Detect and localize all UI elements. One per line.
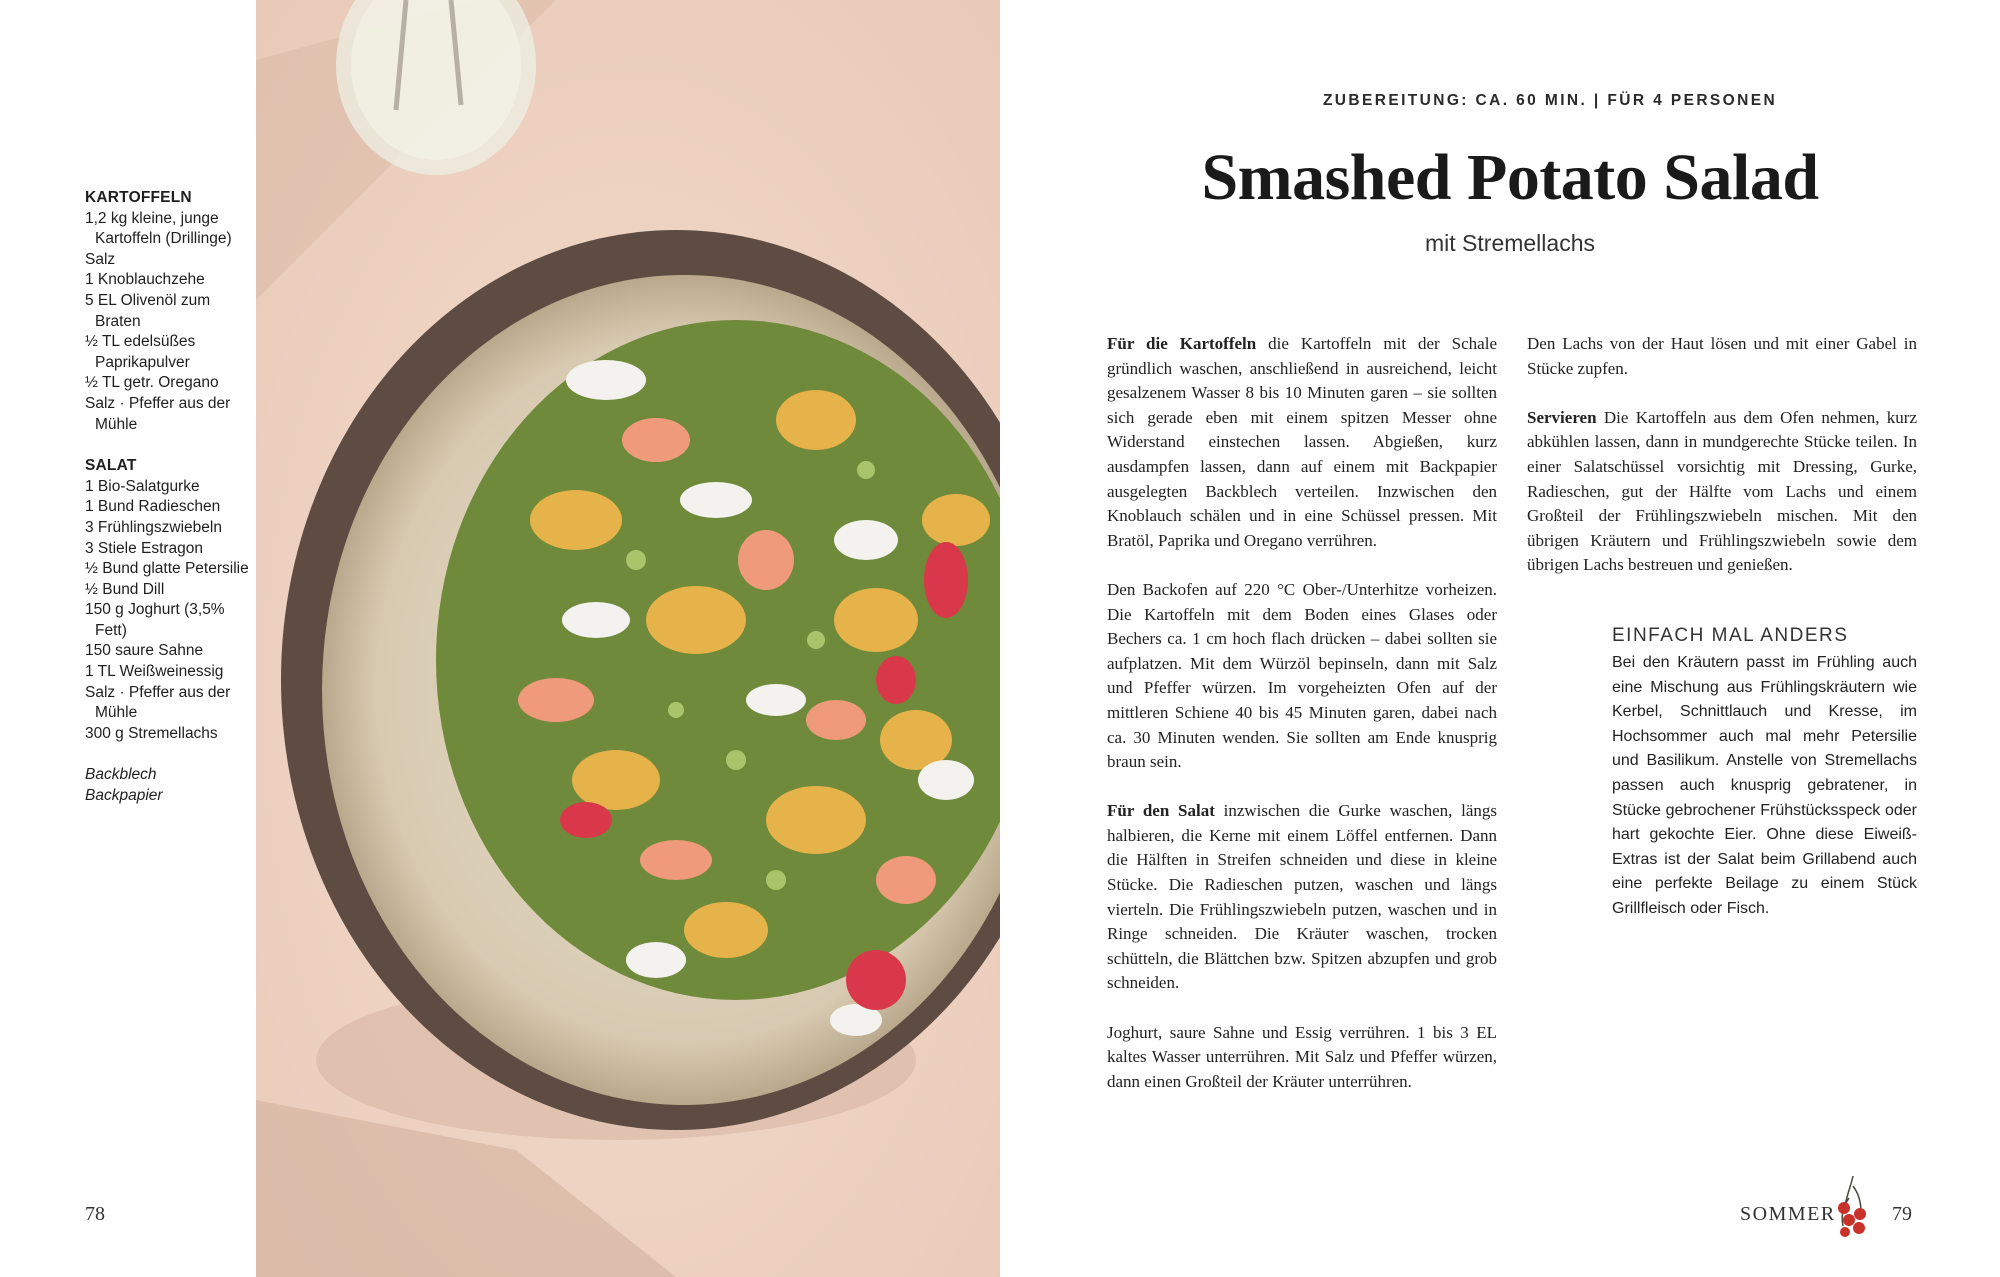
- ingredient-section-potatoes: [85, 188, 255, 435]
- paragraph-lead: Für den Salat: [1107, 801, 1215, 821]
- page-number-left: 78: [85, 1203, 105, 1225]
- ingredient-item: 3 Frühlingszwiebeln: [85, 518, 222, 536]
- ingredient-item: 3 Stiele Estragon: [85, 539, 204, 557]
- paragraph-text: Den Backofen auf 220 °C Ober-/Unterhitze vorheizen. Die Kartoffeln mit dem Boden eines Glases oder Bechers ca. 1 cm hoch flach drücken – dabei sollten sie aufplatzen. Mit dem Würzöl bepinseln, dann mit Salz und Pfeffer würzen. Im vorgeheizten Ofen auf der mittleren Schiene 40 bis 45 Minuten garen, dabei nach ca. 30 Minuten wenden. Sie sollten am Ende knusprig braun sein.: [1107, 579, 1497, 772]
- ingredient-item: 5 EL Olivenöl zum Braten: [85, 291, 211, 330]
- recipe-title: Smashed Potato Salad: [1201, 141, 1819, 214]
- potato-salad-photo: [256, 0, 1000, 1277]
- ingredient-item: 1 Knoblauchzehe: [85, 271, 205, 289]
- paragraph-text: Die Kartoffeln aus dem Ofen nehmen, kurz abkühlen lassen, dann in mundgerechte Stücke teilen. In einer Salatschüssel vorsichtig mit Dressing, Gurke, Radieschen, gut der Hälfte vom Lachs und einem Großteil der Frühlingszwiebeln mischen. Mit den übrigen Kräutern und Frühlingszwiebeln sowie dem übrigen Lachs bestreuen und genießen.: [1527, 407, 1917, 575]
- ingredient-item: 150 g Joghurt (3,5% Fett): [85, 601, 225, 639]
- ingredient-list: [85, 188, 255, 828]
- instructions-column-1: [1107, 332, 1497, 1119]
- ingredient-item: 300 g Stremellachs: [85, 724, 218, 742]
- instruction-paragraph: [1107, 799, 1497, 996]
- instruction-paragraph: [1107, 1021, 1497, 1095]
- ingredient-item: ½ Bund glatte Petersilie: [85, 560, 249, 578]
- ingredient-item: Salz · Pfeffer aus der Mühle: [85, 394, 231, 433]
- recipe-subtitle: mit Stremellachs: [1425, 230, 1595, 256]
- ingredient-heading: KARTOFFELN: [85, 189, 192, 206]
- page-number-right: 79: [1892, 1203, 1912, 1225]
- ingredient-item: Salz: [85, 250, 116, 268]
- ingredient-item: ½ TL edelsüßes Paprikapulver: [85, 333, 196, 371]
- ingredient-item: ½ Bund Dill: [85, 580, 165, 598]
- instruction-paragraph: [1527, 406, 1917, 578]
- ingredient-item: 1 Bund Radieschen: [85, 498, 221, 516]
- ingredient-heading: SALAT: [85, 457, 137, 475]
- paragraph-lead: Für die Kartoffeln: [1107, 334, 1257, 353]
- equipment-item: Backblech: [85, 766, 157, 784]
- tip-body: Bei den Kräutern passt im Frühling auch eine Mischung aus Frühlingskräutern wie Kerbel, Schnittlauch und Kresse, im Hochsommer auch mal mehr Petersilie und Basilikum. Anstelle von Stremellachs passen auch knusprig gebratener, in Stücke gebrochener Frühstücksspeck oder hart gekochte Eier. Ohne diese Eiweiß-Extras ist der Salat beim Grillabend auch eine perfekte Beilage zu einem Stück Grillfleisch oder Fisch.: [1612, 654, 1917, 917]
- paragraph-text: inzwischen die Gurke waschen, längs halbieren, die Kerne mit einem Löffel entfernen. Dann die Hälften in Streifen schneiden und diese in kleine Stücke. Die Radieschen putzen, waschen und längs vierteln. Die Frühlingszwiebeln putzen, waschen und in Ringe schneiden. Die Kräuter waschen, trocken schütteln, die Blättchen bzw. Spitzen abzupfen und grob schneiden.: [1107, 801, 1498, 993]
- ingredient-item: 1 Bio-Salatgurke: [85, 477, 200, 495]
- paragraph-text: Joghurt, saure Sahne und Essig verrühren. 1 bis 3 EL kaltes Wasser unterrühren. Mit Salz und Pfeffer würzen, dann einen Großteil der Kräuter unterrühren.: [1107, 1022, 1497, 1091]
- paragraph-lead: Servieren: [1527, 407, 1597, 427]
- equipment-item: Backpapier: [85, 787, 163, 805]
- tomato-branch-icon: [1835, 1176, 1871, 1243]
- recipe-meta: ZUBEREITUNG: CA. 60 MIN. | FÜR 4 PERSONEN: [1322, 92, 1778, 109]
- ingredient-item: Salz · Pfeffer aus der Mühle: [85, 683, 231, 722]
- instruction-paragraph: [1107, 332, 1497, 553]
- instruction-paragraph: [1527, 332, 1917, 381]
- paragraph-text: Den Lachs von der Haut lösen und mit einer Gabel in Stücke zupfen.: [1527, 334, 1917, 378]
- tip-box: [1612, 625, 1917, 922]
- ingredient-item: 1 TL Weißweinessig: [85, 663, 224, 681]
- season-label: SOMMER: [1740, 1203, 1836, 1225]
- ingredient-item: ½ TL getr. Oregano: [85, 374, 219, 392]
- paragraph-text: die Kartoffeln mit der Schale gründlich waschen, anschließend in ausreichend, leicht gesalzenem Wasser 8 bis 10 Minuten garen – sie sollten sich gerade eben mit einem spitzen Messer ohne Widerstand einstechen lassen. Abgießen, kurz ausdampfen lassen, dann auf einem mit Backpapier ausgelegten Backblech verteilen. Inzwischen den Knoblauch schälen und in eine Schüssel pressen. Mit Bratöl, Paprika und Oregano verrühren.: [1107, 334, 1498, 550]
- instruction-paragraph: [1107, 578, 1497, 775]
- ingredient-item: 150 saure Sahne: [85, 642, 204, 660]
- equipment-list: [85, 765, 255, 806]
- ingredient-section-salad: [85, 456, 255, 744]
- tip-heading: EINFACH MAL ANDERS: [1612, 625, 1849, 646]
- instructions-column-2: [1527, 332, 1917, 603]
- ingredient-item: 1,2 kg kleine, junge Kartoffeln (Drillinge): [85, 209, 232, 248]
